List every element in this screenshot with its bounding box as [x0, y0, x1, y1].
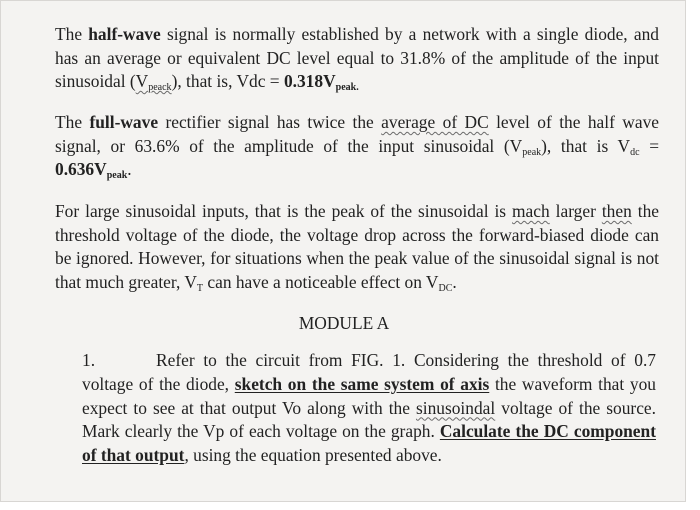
subscript: T — [196, 282, 204, 294]
text: level of the half wave signal, or 63.6% of the amplitude of the input sinusoidal (V — [55, 112, 659, 156]
text: . — [452, 271, 457, 292]
text: . — [127, 159, 132, 179]
text: the waveform that you expect to see at that output Vo along with the — [82, 373, 657, 418]
text: = — [639, 135, 660, 156]
text: ), that is, Vdc = — [171, 71, 284, 91]
paragraph-half-wave — [55, 23, 659, 94]
text: ), that is V — [541, 135, 631, 156]
text: voltage of the source. Mark clearly the Vp of each voltage on the graph. — [82, 397, 656, 442]
question-1 — [82, 349, 656, 468]
text: The — [55, 24, 89, 44]
subscript: peak — [522, 146, 542, 158]
subscript: DC — [438, 282, 453, 294]
text: rectifier signal has twice the — [158, 112, 382, 132]
spellcheck-phrase: average of DC — [381, 112, 489, 132]
text: larger — [549, 201, 602, 221]
spellcheck-word: then — [601, 201, 632, 221]
text: the threshold voltage of the diode, the voltage drop across the forward-biased diode can be ignored. However, for situations when the peak value of the sinusoidal signal is not that much greater, V — [55, 201, 659, 292]
text: The — [55, 112, 90, 132]
spellcheck-word: mach — [512, 201, 550, 221]
text: For large sinusoidal inputs, that is the peak of the sinusoidal is — [55, 201, 513, 221]
spellcheck-word: sinusoindal — [415, 397, 496, 418]
text: can have a noticeable effect on V — [203, 271, 439, 292]
paragraph-full-wave — [55, 111, 659, 182]
term-half-wave: half-wave — [88, 24, 161, 44]
formula-value: $0.636V_{peak}$ — [55, 159, 128, 181]
instruction-calculate: Calculate the DC component of that output — [82, 421, 656, 466]
term-full-wave: full-wave — [89, 112, 159, 132]
spellcheck-word: $V_{peack}$ — [135, 71, 172, 93]
formula-value: $0.318V_{peak.}$ — [283, 71, 359, 93]
text: Refer to the circuit from FIG. 1. Considering the threshold of 0.7 voltage of the diode, — [82, 350, 656, 394]
text: , using the equation presented above. — [184, 445, 442, 466]
section-heading: MODULE A — [298, 313, 390, 333]
text: signal is normally established by a network with a single diode, and has an average or equivalent DC level equal to 31.8% of the amplitude of the input sinusoidal ( — [55, 24, 659, 91]
question-number: 1. — [82, 350, 96, 370]
subscript: dc — [630, 146, 640, 158]
paragraph-large-inputs — [55, 200, 659, 294]
instruction-sketch: sketch on the same system of axis — [234, 373, 490, 394]
